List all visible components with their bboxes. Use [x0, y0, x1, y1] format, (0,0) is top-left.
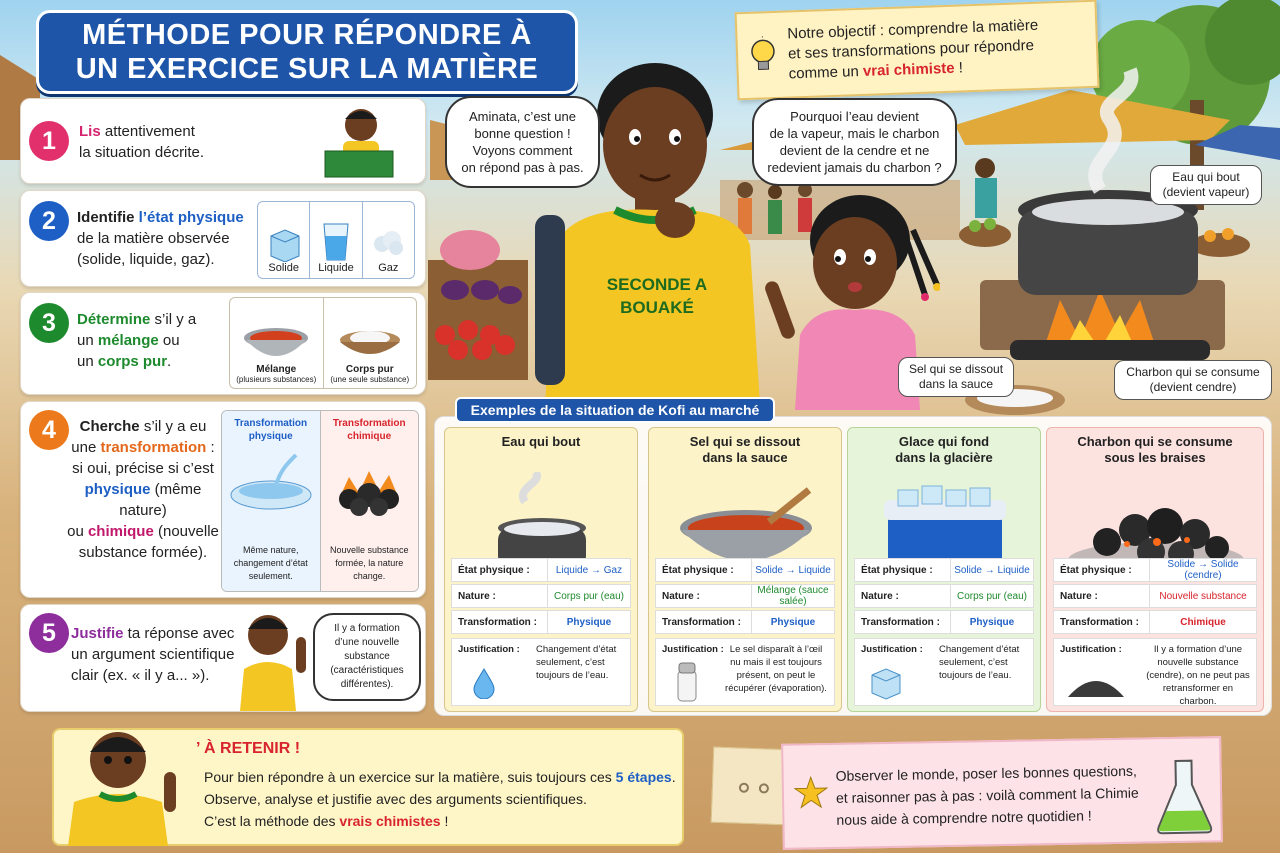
takeaway-title: ’ À RETENIR ! — [196, 740, 301, 757]
step-5-speech-bubble: Il y a formation d’une nouvelle substance (caractéristiques différentes). — [313, 613, 421, 701]
shirt-text-line1: SECONDE A — [606, 275, 708, 294]
step-4-card — [20, 401, 426, 598]
step-4-number: 4 — [29, 410, 69, 450]
example-card-boiling-water: Eau qui bout État physique : Liquide → Gaz Nature : Corps pur (eau) Transformation : Physique Justification : Changement d’état seulement, c’est toujours de l’eau. — [444, 427, 638, 712]
conclusion-note — [781, 736, 1223, 850]
state-gas: Gaz — [363, 202, 414, 278]
step-1-text: Lis attentivement la situation décrite. — [79, 123, 205, 161]
step-3-number: 3 — [29, 303, 69, 343]
boy-pointing-illustration — [226, 607, 316, 711]
step-5-card — [20, 604, 426, 712]
lightbulb-icon — [747, 36, 778, 75]
water-glass-icon — [321, 222, 351, 262]
boiling-water-label: Eau qui bout (devient vapeur) — [1150, 165, 1262, 205]
step-3-text: Détermine s’il y a un mélange ou un corps pur. — [77, 311, 197, 370]
burning-charcoal-icon — [324, 449, 414, 519]
star-icon — [794, 775, 829, 810]
salt-shaker-icon — [674, 659, 700, 703]
ice-cube-icon — [267, 226, 301, 262]
takeaway-box — [52, 728, 684, 846]
chemical-transformation-cell: Transformation chimique Nouvelle substance formée, la nature change. — [321, 411, 419, 591]
sauce-bowl-icon — [241, 324, 311, 364]
steam-cloud-icon — [370, 226, 406, 262]
physical-transformation-cell: Transformation physique Même nature, changement d’état seulement. — [222, 411, 321, 591]
objective-text: Notre objectif : comprendre la matière et ses transformations pour répondre comme un vrai chimiste ! — [787, 16, 1039, 83]
ice-cube-small-icon — [869, 667, 903, 701]
reading-boy-illustration — [319, 103, 399, 181]
salt-label: Sel qui se dissout dans la sauce — [898, 357, 1014, 397]
example-card-dissolving-salt: Sel qui se dissout dans la sauce État physique : Solide → Liquide Nature : Mélange (sauce salée) Transformation : Physique Justification : Le sel disparaît à l’œil nu mais il est toujours présent, on peut le récupérer (évaporation). — [648, 427, 842, 712]
example-card-burning-charcoal: Charbon qui se consume sous les braises État physique : Solide → Solide (cendre) Nature : Nouvelle substance Transformation : Chimique Justification : Il y a formation d’une nouvelle substance (cendre), on ne peut pas retransformer en charbon. — [1046, 427, 1264, 712]
state-solid: Solide — [258, 202, 310, 278]
pure-substance-cell: Corps pur (une seule substance) — [324, 298, 417, 388]
kofi-thumbs-illustration — [60, 722, 180, 846]
conclusion-text: Observer le monde, poser les bonnes questions, et raisonner pas à pas : voilà comment la Chimie nous aide à comprendre notre quotidien ! — [835, 762, 1139, 828]
objective-note — [735, 0, 1100, 100]
shirt-text-line2: BOUAKÉ — [620, 298, 694, 317]
transformation-panel — [221, 410, 419, 592]
main-title — [36, 10, 578, 94]
water-drop-icon — [472, 667, 496, 699]
step-2-card — [20, 190, 426, 287]
aminata-speech-bubble: Pourquoi l’eau devient de la vapeur, mais le charbon devient de la cendre et ne redevient jamais du charbon ? — [752, 98, 957, 186]
examples-header: Exemples de la situation de Kofi au marché — [455, 397, 775, 423]
step-5-text: Justifie ta réponse avec un argument scientifique clair (ex. « il y a... »). — [71, 625, 235, 684]
takeaway-text: Pour bien répondre à un exercice sur la matière, suis toujours ces 5 étapes. Observe, analyse et justifie avec des arguments scientifiques. C’est la méthode des vrais chimistes ! — [204, 769, 676, 829]
states-panel — [257, 201, 415, 279]
state-liquid: Liquide — [310, 202, 362, 278]
mixture-panel — [229, 297, 417, 389]
flask-icon — [1153, 756, 1214, 837]
title-line2: UN EXERCICE SUR LA MATIÈRE — [75, 53, 539, 85]
charcoal-label: Charbon qui se consume (devient cendre) — [1114, 360, 1272, 400]
water-bowl-splash-icon — [226, 449, 316, 519]
step-4-text: Cherche s’il y a eu une transformation : si oui, précise si c’est physique (même nature) ou chimique (nouvelle substance formée). — [67, 418, 219, 561]
step-2-text: Identifie l’état physique de la matière observée (solide, liquide, gaz). — [77, 209, 244, 268]
ash-pile-icon — [1066, 669, 1126, 699]
salt-bowl-icon — [335, 324, 405, 364]
step-1-number: 1 — [29, 121, 69, 161]
step-2-number: 2 — [29, 201, 69, 241]
example-card-melting-ice: Glace qui fond dans la glacière État physique : Solide → Liquide Nature : Corps pur (eau) Transformation : Physique Justification : Changement d’état seulement, c’est toujours de l’eau. — [847, 427, 1041, 712]
kofi-speech-bubble: Aminata, c’est une bonne question ! Voyons comment on répond pas à pas. — [445, 96, 600, 188]
step-5-number: 5 — [29, 613, 69, 653]
step-1-card — [20, 98, 426, 184]
mixture-cell: Mélange (plusieurs substances) — [230, 298, 324, 388]
step-3-card — [20, 292, 426, 395]
title-line1: MÉTHODE POUR RÉPONDRE À — [82, 19, 532, 51]
